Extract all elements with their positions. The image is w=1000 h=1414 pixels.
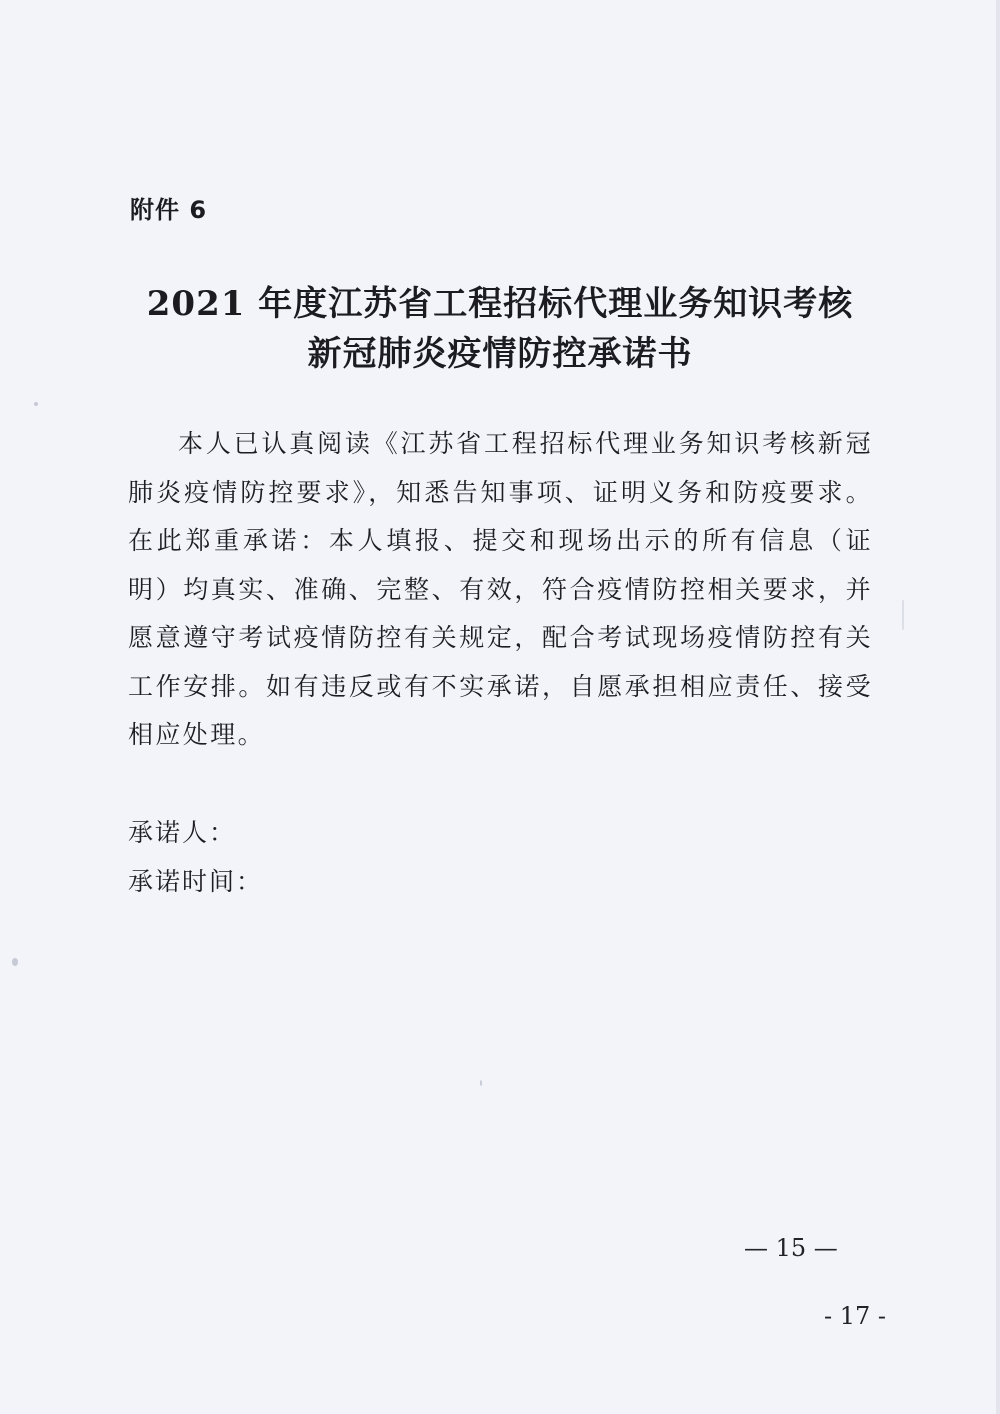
title-line-1: 2021 年度江苏省工程招标代理业务知识考核 — [146, 284, 854, 324]
title-line-2: 新冠肺炎疫情防控承诺书 — [307, 334, 693, 374]
scan-speck — [34, 402, 38, 406]
commitment-body — [128, 420, 873, 760]
date-line — [128, 862, 263, 898]
scan-speck — [480, 1080, 482, 1086]
page-number-inner: — 15 — — [744, 1234, 838, 1262]
promisor-label: 承诺人： — [128, 818, 237, 847]
date-label: 承诺时间： — [128, 867, 264, 896]
scan-speck — [902, 600, 904, 630]
page-edge — [996, 0, 1000, 1414]
promisor-line — [128, 813, 236, 849]
page-number-outer: - 17 - — [824, 1302, 887, 1330]
attachment-label: 附件 6 — [130, 196, 208, 224]
scan-speck — [12, 958, 18, 966]
commitment-paragraph: 本人已认真阅读《江苏省工程招标代理业务知识考核新冠肺炎疫情防控要求》，知悉告知事项、证明义务和防疫要求。在此郑重承诺：本人填报、提交和现场出示的所有信息（证明）均真实、准确、完整、有效，符合疫情防控相关要求，并愿意遵守考试疫情防控有关规定，配合考试现场疫情防控有关工作安排。如有违反或有不实承诺，自愿承担相应责任、接受相应处理。 — [128, 429, 873, 749]
